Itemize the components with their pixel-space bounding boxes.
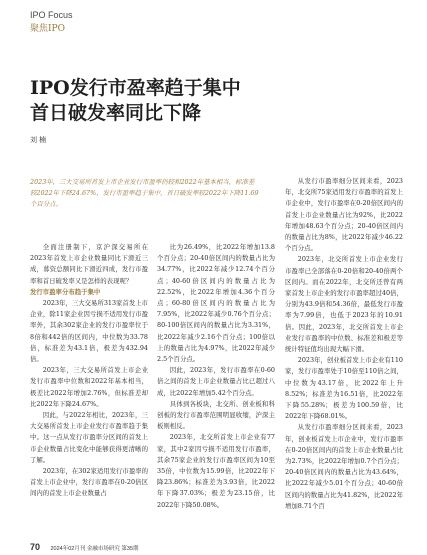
text-column-1	[30, 242, 148, 500]
article-title	[30, 76, 410, 126]
paragraph: 2023年，北交所首发上市企业有77家，其中2家因亏损不适用发行市盈率，其余75家企业的发行市盈率区间为10至35倍，中位数为15.99倍，比2022年下降23.86%；标准差为3.93倍，比2022年下降37.03%；极差为23.15倍，比2022年下降50.08%。	[157, 433, 275, 509]
title-line-1: IPO发行市盈率趋于集中	[30, 77, 241, 99]
paragraph: 2023年，三大交易所313家首发上市企业，除11家企业因亏损不适用发行市盈率外，其余302家企业的发行市盈率位于8倍和442倍的区间内，中位数为33.78倍，标准差为43.1倍，极差为432.94倍。	[30, 299, 148, 364]
paragraph: 从发行市盈率细分区间来看，2023年，创业板首发上市企业中，发行市盈率在0-20倍区间内的首发上市企业数量占比为2.73%，比2022年增加0.7个百分点；20-40倍区间内的数量占比为43.64%，比2022年减少5.01个百分点；40-60倍区间内的数量占比为41.82%，比2022年增加8.71个百	[285, 423, 403, 510]
subheading: 发行市盈率分布趋于集中	[30, 287, 101, 296]
text-column-3	[285, 176, 403, 512]
title-line-2: 首日破发率同比下降	[30, 102, 202, 124]
paragraph: 2023年，三大交易所首发上市企业发行市盈率中位数和2022年基本相当，极差比2022年增加2.76%，但标准差却比2022年下降24.67%。	[30, 366, 148, 408]
paragraph: 全面注册制下，京沪深交易所在2023年首发上市企业数量同比下滑近三成，募资总额同比下滑近四成，发行市盈率和首日破发率又是怎样的表现呢？	[30, 243, 148, 285]
section-label-zh: 聚焦IPO	[30, 24, 65, 34]
author-name: 刘 楠	[30, 137, 46, 144]
paragraph: 2023年，在302家适用发行市盈率的首发上市企业中，发行市盈率在0-20倍区间内的首发上市企业数量占	[30, 467, 148, 498]
paragraph: 2023年，北交所首发上市企业发行市盈率已全部落在0-20倍和20-40倍两个区间内。而在2022年，北交所还曾有两家首发上市企业的发行市盈率超过40倍，分别为43.9倍和54.36倍，最低发行市盈率为7.99倍，也低于2023年的10.91倍。因此，2023年，北交所首发上市企业发行市盈率的中位数、标准差和极差等统计特征值均出现大幅下滑。	[285, 255, 403, 354]
paragraph: 比为26.49%，比2022年增加13.8个百分点；20-40倍区间内的数量占比为34.77%，比2022年减少12.74个百分点；40-60倍区间内的数量占比为22.52%，比2022年增加4.36个百分点；60-80倍区间内的数量占比为7.95%，比2022年减少0.76个百分点；80-100倍区间内的数量占比为3.31%，比2022年减少2.16个百分点；100倍以上的数量占比为4.97%，比2022年减少2.5个百分点。	[157, 243, 275, 364]
paragraph: 从发行市盈率细分区间来看，2023年，北交所75家适用发行市盈率的首发上市企业中，发行市盈率在0-20倍区间内的首发上市企业数量占比为92%，比2022年增加48.63个百分点；20-40倍区间内的数量占比为8%，比2022年减少46.22个百分点。	[285, 177, 403, 253]
paragraph: 具体到各板块，北交所、创业板和科创板的发行市盈率范围明显收缩，沪深主板则相反。	[157, 399, 275, 431]
paragraph: 因此，2023年，发行市盈率在0-60倍之间的首发上市企业数量占比已超过八成，比2022年增加5.42个百分点。	[157, 366, 275, 397]
section-header	[30, 10, 73, 34]
page-footer	[30, 537, 139, 555]
text-column-2	[157, 242, 275, 511]
journal-info: 2024年02月刊 金融市场研究 第35期	[50, 546, 139, 552]
paragraph: 2023年，创业板首发上市企业有110家，发行市盈率处于10倍至110倍之间，中位数为43.17倍，比2022年上升8.52%；标准差为16.51倍，比2022年下降55.28%；极差为100.59倍，比2022年下降68.01%。	[285, 356, 403, 421]
paragraph: 因此，与2022年相比，2023年，三大交易所首发上市企业发行市盈率趋于集中。这一点从发行市盈率分区间的首发上市企业数量占比变化中能够获得更清晰的了解。	[30, 411, 148, 464]
section-label-en: IPO Focus	[30, 10, 73, 20]
page-number: 70	[30, 542, 41, 552]
article-abstract: 2023年，三大交易所首发上市企业发行市盈率仍较和2022年基本相当，标准差较2022年下降24.67%，发行市盈率趋于集中，首日破发率较2022年下降11.69个百分点。	[30, 178, 259, 208]
